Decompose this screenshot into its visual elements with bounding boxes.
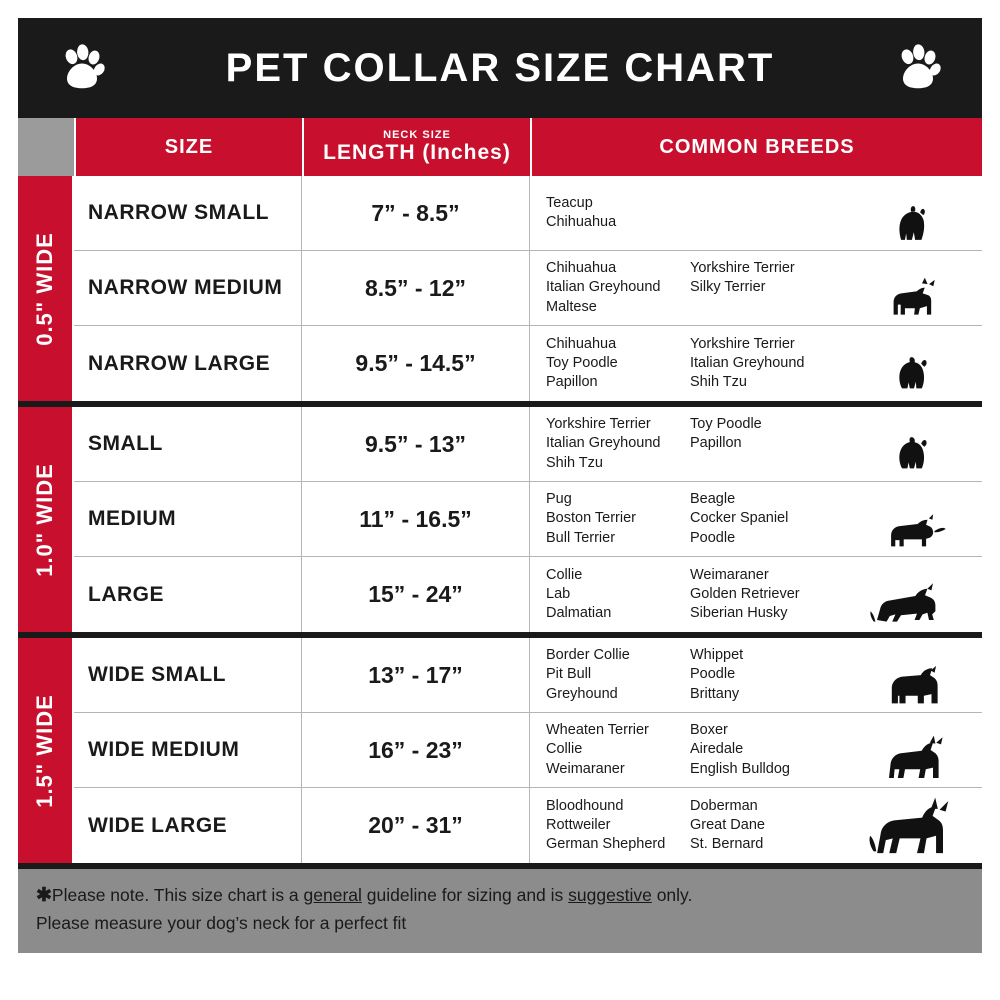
chart-header bbox=[18, 18, 982, 118]
breed-item: Toy Poodle bbox=[690, 416, 762, 433]
footer-underline-general: general bbox=[303, 885, 362, 905]
cell-size: NARROW MEDIUM bbox=[74, 251, 302, 325]
table-row bbox=[74, 251, 982, 326]
breed-item: Shih Tzu bbox=[690, 374, 747, 391]
group-rows bbox=[74, 407, 982, 632]
breed-item: Teacup bbox=[546, 194, 593, 211]
table-row bbox=[74, 557, 982, 632]
breed-item: Bull Terrier bbox=[546, 529, 616, 546]
breed-item: Golden Retriever bbox=[690, 585, 800, 602]
cell-length: 16” - 23” bbox=[302, 713, 530, 787]
footer-line-1 bbox=[36, 881, 964, 910]
breed-column-1 bbox=[546, 797, 690, 854]
breed-column-1 bbox=[546, 335, 690, 392]
cell-breeds bbox=[530, 407, 982, 481]
bulldog-silhouette bbox=[862, 640, 972, 708]
chihuahua-silhouette bbox=[862, 253, 972, 321]
table-row bbox=[74, 176, 982, 251]
footer-line-2: Please measure your dog’s neck for a perfect fit bbox=[36, 913, 407, 934]
cell-length: 15” - 24” bbox=[302, 557, 530, 632]
cell-breeds bbox=[530, 176, 982, 250]
breed-item: Collie bbox=[546, 741, 583, 758]
breed-item: Greyhound bbox=[546, 685, 618, 702]
breed-item: Doberman bbox=[690, 797, 758, 814]
boxer-silhouette bbox=[862, 715, 972, 783]
breed-column-1 bbox=[546, 721, 690, 778]
breed-item: Airedale bbox=[690, 741, 744, 758]
group-label bbox=[18, 638, 74, 863]
breed-column-2 bbox=[690, 721, 834, 778]
papillon-silhouette bbox=[862, 409, 972, 477]
paw-icon bbox=[894, 44, 942, 92]
cell-breeds bbox=[530, 251, 982, 325]
breed-item: Toy Poodle bbox=[546, 354, 618, 371]
breed-item: Dalmatian bbox=[546, 605, 612, 622]
breed-item: Brittany bbox=[690, 685, 740, 702]
cell-size: MEDIUM bbox=[74, 482, 302, 556]
breed-column-2 bbox=[690, 415, 834, 472]
breed-item: Border Collie bbox=[546, 647, 630, 664]
breed-item: St. Bernard bbox=[690, 836, 764, 853]
papillon-silhouette bbox=[862, 329, 972, 397]
cell-breeds bbox=[530, 638, 982, 712]
group-label-text: 1.0" WIDE bbox=[32, 462, 57, 577]
footer-text-b: guideline for sizing and is bbox=[361, 885, 569, 905]
footer-underline-suggestive: suggestive bbox=[568, 885, 652, 905]
breed-item: Collie bbox=[546, 566, 583, 583]
footer-text-c: only. bbox=[651, 885, 693, 905]
breed-item: Lab bbox=[546, 585, 571, 602]
cell-breeds bbox=[530, 326, 982, 401]
cell-length: 13” - 17” bbox=[302, 638, 530, 712]
breed-item: Italian Greyhound bbox=[690, 354, 805, 371]
breed-column-1 bbox=[546, 194, 690, 232]
footer-text-a: Please note. This size chart is a bbox=[51, 885, 304, 905]
cell-breeds bbox=[530, 557, 982, 632]
breed-item: German Shepherd bbox=[546, 836, 666, 853]
cell-size: SMALL bbox=[74, 407, 302, 481]
breed-column-2 bbox=[690, 566, 834, 623]
table-row bbox=[74, 326, 982, 401]
breed-item: Siberian Husky bbox=[690, 605, 788, 622]
breed-column-2 bbox=[690, 335, 834, 392]
breed-item: Cocker Spaniel bbox=[690, 510, 789, 527]
breed-item: Italian Greyhound bbox=[546, 435, 661, 452]
breed-column-2 bbox=[690, 797, 834, 854]
breed-item: Chihuahua bbox=[546, 335, 617, 352]
group-label bbox=[18, 407, 74, 632]
breed-item: Pit Bull bbox=[546, 666, 592, 683]
group-rows bbox=[74, 176, 982, 401]
table-row bbox=[74, 788, 982, 863]
yorkie-silhouette bbox=[862, 178, 972, 246]
cell-length: 20” - 31” bbox=[302, 788, 530, 863]
breed-item: Great Dane bbox=[690, 816, 765, 833]
cell-size: NARROW LARGE bbox=[74, 326, 302, 401]
cell-breeds bbox=[530, 788, 982, 863]
group-rows bbox=[74, 638, 982, 863]
breed-item: Papillon bbox=[690, 435, 742, 452]
breed-column-2 bbox=[690, 194, 834, 232]
breed-item: Poodle bbox=[690, 666, 736, 683]
cell-size: WIDE MEDIUM bbox=[74, 713, 302, 787]
cell-size: WIDE LARGE bbox=[74, 788, 302, 863]
cell-length: 7” - 8.5” bbox=[302, 176, 530, 250]
cell-length: 9.5” - 14.5” bbox=[302, 326, 530, 401]
cell-size: NARROW SMALL bbox=[74, 176, 302, 250]
table-row bbox=[74, 482, 982, 557]
group-1-0-wide bbox=[18, 407, 982, 638]
paw-icon bbox=[58, 44, 106, 92]
breed-column-2 bbox=[690, 490, 834, 547]
breed-item: Wheaten Terrier bbox=[546, 722, 649, 739]
breed-item: Pug bbox=[546, 491, 572, 508]
breed-item: Chihuahua bbox=[546, 260, 617, 277]
breed-column-1 bbox=[546, 415, 690, 472]
doberman-silhouette bbox=[862, 791, 972, 859]
column-header-length bbox=[304, 118, 532, 176]
table-row bbox=[74, 713, 982, 788]
breed-column-2 bbox=[690, 259, 834, 316]
breed-item: Weimaraner bbox=[690, 566, 769, 583]
group-label bbox=[18, 176, 74, 401]
breed-item: Boxer bbox=[690, 722, 728, 739]
breed-item: Yorkshire Terrier bbox=[546, 416, 651, 433]
retriever-silhouette bbox=[862, 560, 972, 628]
breed-column-1 bbox=[546, 490, 690, 547]
breed-item: Silky Terrier bbox=[690, 279, 766, 296]
breed-item: Papillon bbox=[546, 374, 598, 391]
cell-length: 8.5” - 12” bbox=[302, 251, 530, 325]
breed-column-1 bbox=[546, 566, 690, 623]
breed-item: Italian Greyhound bbox=[546, 279, 661, 296]
breed-item: Weimaraner bbox=[546, 760, 625, 777]
cell-size: WIDE SMALL bbox=[74, 638, 302, 712]
pug-silhouette bbox=[862, 484, 972, 552]
column-header-size: SIZE bbox=[76, 118, 304, 176]
breed-column-1 bbox=[546, 259, 690, 316]
cell-size: LARGE bbox=[74, 557, 302, 632]
page-title: PET COLLAR SIZE CHART bbox=[225, 45, 775, 90]
breed-item: Boston Terrier bbox=[546, 510, 636, 527]
cell-length: 9.5” - 13” bbox=[302, 407, 530, 481]
column-header-breeds: COMMON BREEDS bbox=[659, 135, 855, 158]
footer-note bbox=[18, 869, 982, 953]
breed-item: English Bulldog bbox=[690, 760, 790, 777]
group-label-text: 1.5" WIDE bbox=[32, 693, 57, 808]
table-row bbox=[74, 407, 982, 482]
breed-item: Rottweiler bbox=[546, 816, 611, 833]
table-row bbox=[74, 638, 982, 713]
breed-item: Chihuahua bbox=[546, 214, 617, 230]
breed-item: Maltese bbox=[546, 298, 597, 315]
table-header-row bbox=[18, 118, 982, 176]
breed-item: Poodle bbox=[690, 529, 736, 546]
breed-item: Beagle bbox=[690, 491, 736, 508]
cell-breeds bbox=[530, 482, 982, 556]
breed-item: Shih Tzu bbox=[546, 454, 603, 471]
breed-item: Yorkshire Terrier bbox=[690, 335, 795, 352]
group-label-text: 0.5" WIDE bbox=[32, 231, 57, 346]
group-0-5-wide bbox=[18, 176, 982, 407]
breed-item: Bloodhound bbox=[546, 797, 624, 814]
corner-cell bbox=[18, 118, 76, 176]
breed-item: Whippet bbox=[690, 647, 744, 664]
column-header-length-main: LENGTH (Inches) bbox=[323, 141, 511, 165]
asterisk-icon: ✱ bbox=[36, 885, 52, 906]
group-1-5-wide bbox=[18, 638, 982, 869]
breed-column-2 bbox=[690, 646, 834, 703]
column-header-length-sub: NECK SIZE bbox=[383, 128, 451, 141]
breed-item: Yorkshire Terrier bbox=[690, 260, 795, 277]
breed-column-1 bbox=[546, 646, 690, 703]
cell-breeds bbox=[530, 713, 982, 787]
cell-length: 11” - 16.5” bbox=[302, 482, 530, 556]
